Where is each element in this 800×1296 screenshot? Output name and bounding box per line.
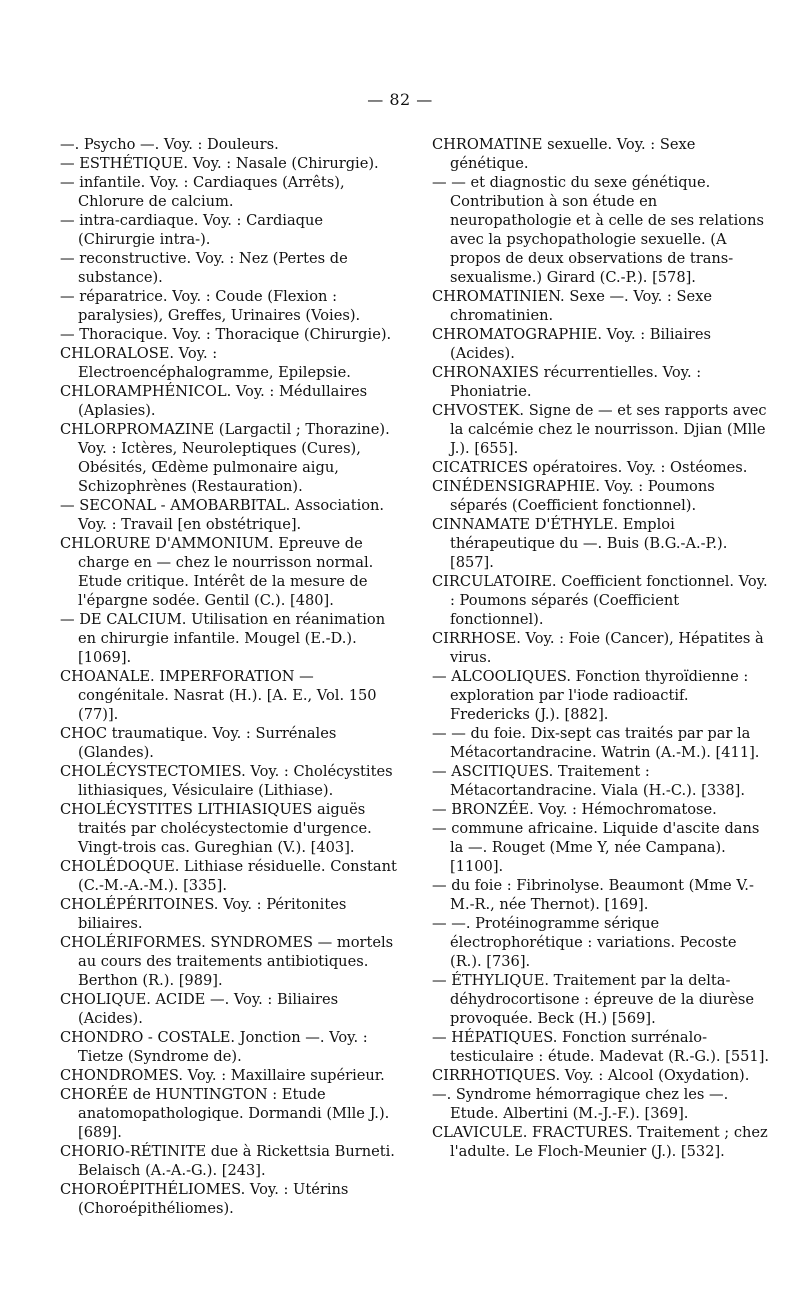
left-column [60,135,400,1218]
index-entry: CHLORAMPHÉNICOL. Voy. : Médullaires (Aplasies). [60,383,368,419]
index-entry: CIRRHOTIQUES. Voy. : Alcool (Oxydation). [432,1067,750,1084]
index-entry: CINÉDENSIGRAPHIE. Voy. : Poumons séparés (Coefficient fonctionnel). [432,478,715,514]
index-entry: — BRONZÉE. Voy. : Hémochromatose. [432,801,717,818]
index-entry: CIRRHOSE. Voy. : Foie (Cancer), Hépatites à virus. [432,630,764,666]
index-entry: CHOANALE. IMPERFORATION — congénitale. Nasrat (H.). [A. E., Vol. 150 (77)]. [60,668,377,723]
index-entry: CLAVICULE. FRACTURES. Traitement ; chez l'adulte. Le Floch-Meunier (J.). [532]. [432,1124,768,1160]
index-entry: CHOLÉRIFORMES. SYNDROMES — mortels au cours des traitements antibiotiques. Berthon (R.). [989]. [60,934,394,989]
index-entry: CHLORPROMAZINE (Largactil ; Thorazine). Voy. : Ictères, Neuroleptiques (Cures), Obésités, Œdème pulmonaire aigu, Schizophrènes (Restauration). [60,421,390,495]
index-entry: —. Psycho —. Voy. : Douleurs. [60,136,279,153]
index-entry: — reconstructive. Voy. : Nez (Pertes de substance). [60,250,348,286]
index-entry: CHONDRO - COSTALE. Jonction —. Voy. : Tietze (Syndrome de). [60,1029,368,1065]
index-entry: — du foie : Fibrinolyse. Beaumont (Mme V.-M.-R., née Thernot). [169]. [432,877,754,913]
index-entry: CHROMATINE sexuelle. Voy. : Sexe génétique. [432,136,696,172]
index-entry: CHORÉE de HUNTINGTON : Etude anatomopathologique. Dormandi (Mlle J.). [689]. [60,1086,390,1141]
index-entry: — ESTHÉTIQUE. Voy. : Nasale (Chirurgie). [60,155,379,172]
index-entry: — ALCOOLIQUES. Fonction thyroïdienne : exploration par l'iode radioactif. Fredericks (J.). [882]. [432,668,749,723]
index-entry: CHROMATOGRAPHIE. Voy. : Biliaires (Acides). [432,326,711,362]
index-entry: — réparatrice. Voy. : Coude (Flexion : paralysies), Greffes, Urinaires (Voies). [60,288,361,324]
index-entry: CHOLIQUE. ACIDE —. Voy. : Biliaires (Acides). [60,991,339,1027]
index-entry: CHOLÉCYSTITES LITHIASIQUES aiguës traités par cholécystectomie d'urgence. Vingt-trois cas. Gureghian (V.). [403]. [60,801,372,856]
index-entry: CICATRICES opératoires. Voy. : Ostéomes. [432,459,748,476]
index-entry: CHONDROMES. Voy. : Maxillaire supérieur. [60,1067,385,1084]
index-entry: — ASCITIQUES. Traitement : Métacortandracine. Viala (H.-C.). [338]. [432,763,746,799]
index-entry: CHOLÉDOQUE. Lithiase résiduelle. Constant (C.-M.-A.-M.). [335]. [60,858,397,894]
index-entry: — —. Protéinogramme sérique électrophorétique : variations. Pecoste (R.). [736]. [432,915,737,970]
index-entry: CHVOSTEK. Signe de — et ses rapports avec la calcémie chez le nourrisson. Djian (Mlle J.). [655]. [432,402,767,457]
right-column [432,135,772,1161]
index-entry: CHROMATINIEN. Sexe —. Voy. : Sexe chromatinien. [432,288,712,324]
page-number: — 82 — [367,90,433,109]
index-entry: — SECONAL - AMOBARBITAL. Association. Voy. : Travail [en obstétrique]. [60,497,385,533]
index-entry: CHORIO-RÉTINITE due à Rickettsia Burneti. Belaisch (A.-A.-G.). [243]. [60,1143,395,1179]
index-entry: CHLORALOSE. Voy. : Electroencéphalogramme, Epilepsie. [60,345,351,381]
index-entry: — — du foie. Dix-sept cas traités par par la Métacortandracine. Watrin (A.-M.). [411]. [432,725,760,761]
index-entry: CHOLÉCYSTECTOMIES. Voy. : Cholécystites lithiasiques, Vésiculaire (Lithiase). [60,763,393,799]
index-entry: — infantile. Voy. : Cardiaques (Arrêts), Chlorure de calcium. [60,174,345,210]
index-entry: — Thoracique. Voy. : Thoracique (Chirurgie). [60,326,392,343]
index-entry: CHRONAXIES récurrentielles. Voy. : Phoniatrie. [432,364,702,400]
index-entry: — HÉPATIQUES. Fonction surrénalo-testiculaire : étude. Madevat (R.-G.). [551]. [432,1029,770,1065]
index-entry: — — et diagnostic du sexe génétique. Contribution à son étude en neuropathologie et à celle de ses relations avec la psychopathologie sexuelle. (A propos de deux observations de trans-sexualisme.) Girard (C.-P.). [578]. [432,174,764,286]
index-entry: — DE CALCIUM. Utilisation en réanimation en chirurgie infantile. Mougel (E.-D.). [1069]. [60,611,386,666]
index-entry: — ÉTHYLIQUE. Traitement par la delta-déhydrocortisone : épreuve de la diurèse provoquée. Beck (H.) [569]. [432,972,754,1027]
index-entry: CHOLÉPÉRITOINES. Voy. : Péritonites biliaires. [60,896,347,932]
index-entry: CHLORURE D'AMMONIUM. Epreuve de charge en — chez le nourrisson normal. Etude critique. Intérêt de la mesure de l'épargne sodée. Gentil (C.). [480]. [60,535,374,609]
index-entry: — intra-cardiaque. Voy. : Cardiaque (Chirurgie intra-). [60,212,324,248]
index-entry: —. Syndrome hémorragique chez les —. Etude. Albertini (M.-J.-F.). [369]. [432,1086,729,1122]
index-entry: CINNAMATE D'ÉTHYLE. Emploi thérapeutique du —. Buis (B.G.-A.-P.). [857]. [432,516,728,571]
index-entry: CHOC traumatique. Voy. : Surrénales (Glandes). [60,725,337,761]
index-entry: CHOROÉPITHÉLIOMES. Voy. : Utérins (Choroépithéliomes). [60,1181,349,1217]
index-entry: — commune africaine. Liquide d'ascite dans la —. Rouget (Mme Y, née Campana). [1100]. [432,820,760,875]
index-entry: CIRCULATOIRE. Coefficient fonctionnel. Voy. : Poumons séparés (Coefficient fonctionnel). [432,573,768,628]
